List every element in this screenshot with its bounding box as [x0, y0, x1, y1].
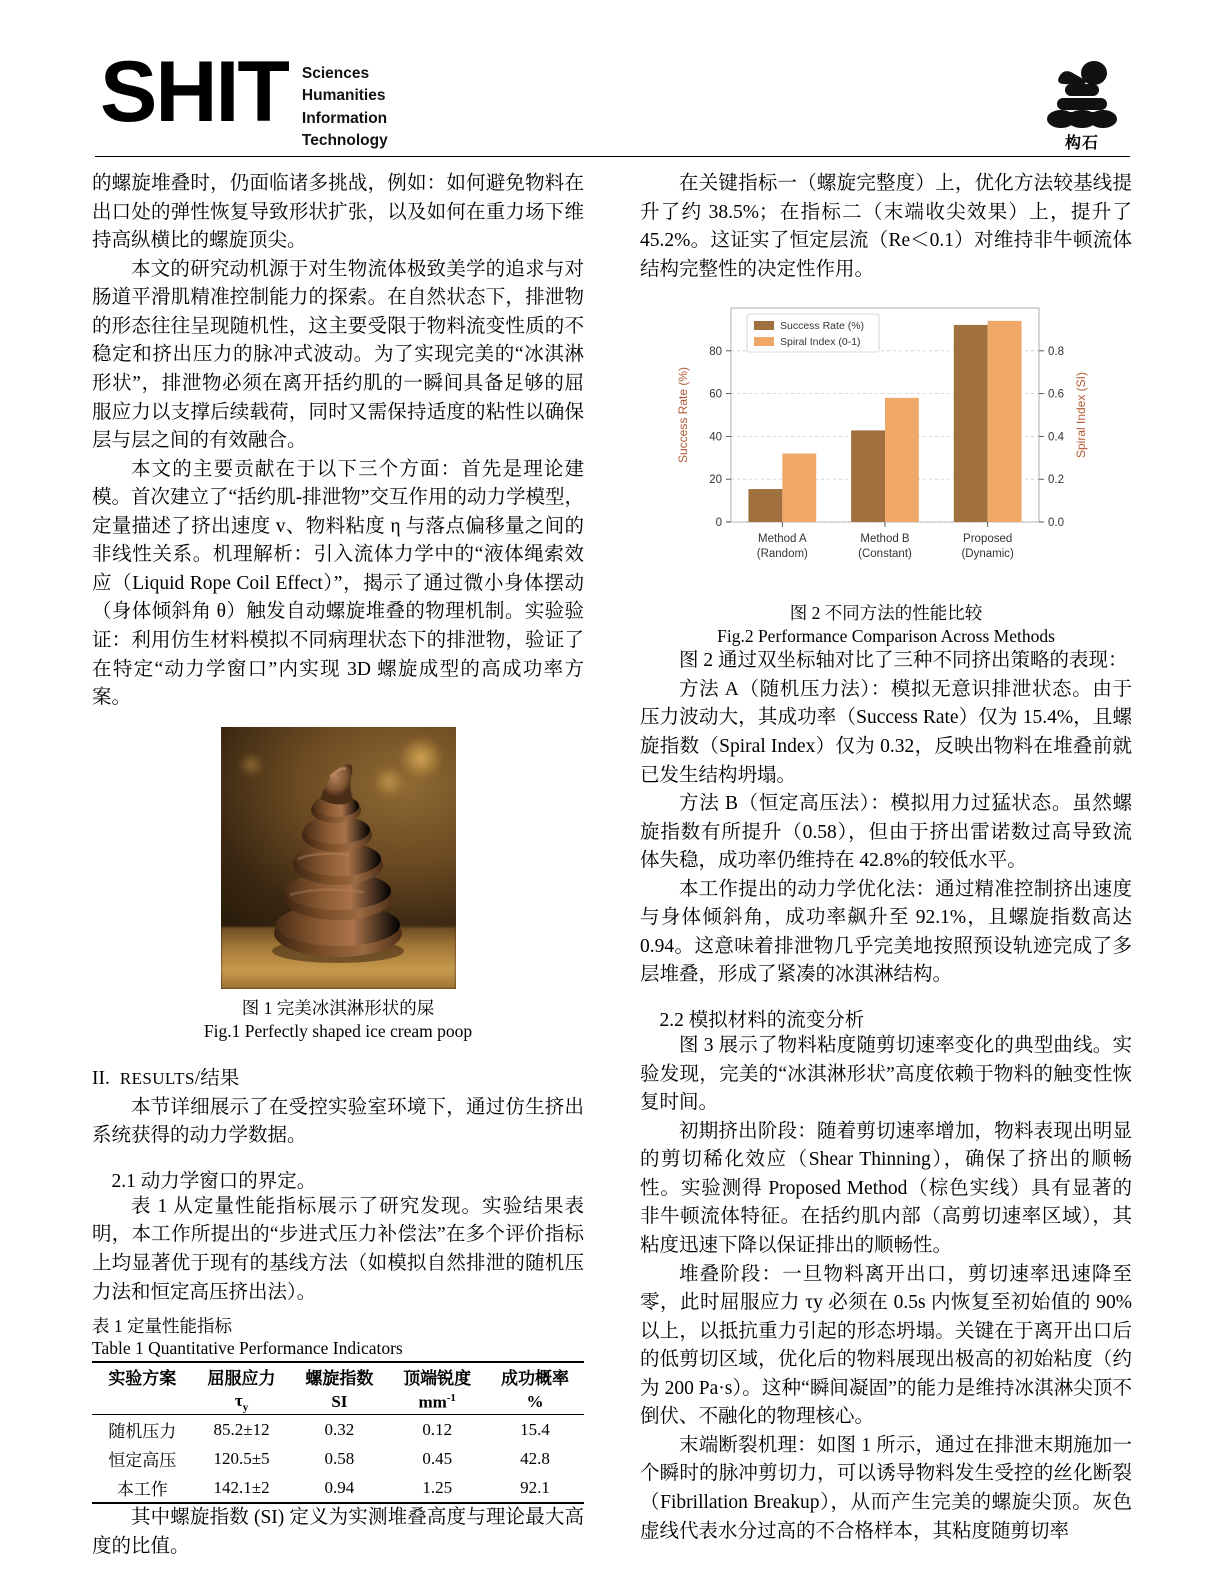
logo-word-technology: Technology	[301, 131, 388, 149]
cell-tip-sharpness: 1.25	[422, 1477, 453, 1497]
bar	[748, 489, 782, 522]
journal-logo	[100, 44, 388, 152]
figure-2-caption-en: Fig.2 Performance Comparison Across Methods	[717, 626, 1055, 647]
figure-1-image	[221, 727, 456, 989]
bar	[954, 325, 988, 522]
subsection-heading-2-1: 2.1 动力学窗口的界定。	[111, 1170, 317, 1192]
figure-1-caption-en: Fig.1 Perfectly shaped ice cream poop	[203, 1020, 473, 1041]
svg-text:Proposed: Proposed	[963, 533, 1013, 546]
col-subheader-blank	[92, 1390, 193, 1415]
svg-text:0.4: 0.4	[1048, 431, 1064, 444]
svg-text:0.6: 0.6	[1048, 388, 1064, 401]
table-header-row	[92, 1363, 584, 1390]
logo-word-information: Information	[301, 109, 388, 127]
paragraph: 表 1 从定量性能指标展示了研究发现。实验结果表明，本工作所提出的“步进式压力补偿法”在多个评价指标上均显著优于现有的基线方法（如模拟自然排泄的随机压力法和恒定高压挤出法）。	[92, 1195, 584, 1303]
left-column	[92, 170, 584, 1562]
col-subheader-si: SI	[331, 1392, 348, 1412]
svg-text:60: 60	[709, 388, 722, 401]
svg-text:Success Rate (%): Success Rate (%)	[780, 320, 865, 333]
svg-text:Method A: Method A	[758, 533, 807, 546]
figure-1-caption-cn: 图 1 完美冰淇淋形状的屎	[241, 997, 435, 1018]
paragraph: 方法 B（恒定高压法）：模拟用力过猛状态。虽然螺旋指数有所提升（0.58），但由于挤出雷诺数过高导致流体失稳，成功率仍维持在 42.8%的较低水平。	[640, 793, 1132, 872]
col-header-success-rate: 成功概率	[501, 1369, 570, 1389]
svg-text:Success Rate (%): Success Rate (%)	[676, 367, 690, 464]
section-title-cn: 结果	[200, 1067, 240, 1089]
cell-yield-stress: 142.1±2	[213, 1477, 270, 1497]
col-header-yield-stress: 屈服应力	[207, 1369, 276, 1389]
paragraph: 的螺旋堆叠时，仍面临诸多挑战，例如：如何避免物料在出口处的弹性恢复导致形状扩张，以及如何在重力场下维持高纵横比的螺旋顶尖。	[92, 173, 584, 252]
svg-text:40: 40	[709, 431, 722, 444]
subsection-heading-2-2: 2.2 模拟材料的流变分析	[659, 1010, 865, 1031]
logo-word-sciences: Sciences	[301, 65, 370, 82]
cell-success-rate: 42.8	[520, 1448, 550, 1468]
cell-spiral-index: 0.32	[324, 1419, 355, 1439]
section-heading-results	[92, 1062, 584, 1090]
paragraph: 末端断裂机理：如图 1 所示，通过在排泄末期施加一个瞬时的脉冲剪切力，可以诱导物料发生受控的丝化断裂（Fibrillation Breakup），从而产生完美的螺旋尖顶。灰色虚线代表水分过高的不合格样本，其粘度随剪切率	[640, 1434, 1132, 1542]
paragraph: 在关键指标一（螺旋完整度）上，优化方法较基线提升了约 38.5%；在指标二（末端收尖效果）上，提升了 45.2%。这证实了恒定层流（Re＜0.1）对维持非牛顿流体结构完整性的决定性作用。	[640, 173, 1132, 280]
cell-scheme: 恒定高压	[108, 1451, 177, 1471]
svg-text:0.2: 0.2	[1048, 474, 1064, 487]
col-header-scheme: 实验方案	[108, 1369, 177, 1389]
bar	[851, 431, 885, 523]
cell-yield-stress: 120.5±5	[213, 1448, 270, 1468]
page-header	[95, 44, 1130, 157]
svg-text:20: 20	[709, 474, 722, 487]
svg-text:Method B: Method B	[860, 533, 910, 546]
figure-2-chart	[661, 294, 1111, 594]
table-1-caption-cn: 表 1 定量性能指标	[92, 1316, 232, 1337]
paragraph: 图 2 通过双坐标轴对比了三种不同挤出策略的表现：	[679, 650, 1128, 672]
table-row	[92, 1415, 584, 1444]
table-subheader-row	[92, 1390, 584, 1415]
bar	[782, 454, 816, 522]
paragraph: 方法 A（随机压力法）：模拟无意识排泄状态。由于压力波动大，其成功率（Success Rate）仅为 15.4%，且螺旋指数（Spiral Index）仅为 0.32，反映出物料在堆叠前就已发生结构坍塌。	[640, 678, 1132, 786]
right-column	[640, 170, 1132, 1546]
paragraph: 本文的研究动机源于对生物流体极致美学的追求与对肠道平滑肌精准控制能力的探索。在自然状态下，排泄物的形态往往呈现随机性，这主要受限于物料流变性质的不稳定和挤出压力的脉冲式波动。为了实现完美的“冰淇淋形状”，排泄物必须在离开括约肌的一瞬间具备足够的屈服应力以支撑后续载荷，同时又需保持适度的粘性以确保层与层之间的有效融合。	[92, 258, 584, 452]
cell-success-rate: 92.1	[520, 1477, 550, 1497]
paragraph: 其中螺旋指数 (SI) 定义为实测堆叠高度与理论最大高度的比值。	[92, 1507, 584, 1558]
stacked-rocks-icon	[1034, 60, 1130, 128]
bar	[885, 398, 919, 522]
svg-text:(Random): (Random)	[756, 548, 808, 561]
svg-text:0: 0	[715, 517, 722, 530]
header-divider	[95, 156, 1130, 157]
table-row	[92, 1444, 584, 1473]
cell-spiral-index: 0.58	[324, 1448, 355, 1468]
paragraph: 本文的主要贡献在于以下三个方面：首先是理论建模。首次建立了“括约肌-排泄物”交互作用的动力学模型，定量描述了挤出速度 v、物料粘度 η 与落点偏移量之间的非线性关系。机理解析：引入流体力学中的“液体绳索效应（Liquid Rope Coil Effect）”，揭示了通过微小身体摆动（身体倾斜角 θ）触发自动螺旋堆叠的物理机制。实验验证：利用仿生材料模拟不同病理状态下的排泄物，验证了在特定“动力学窗口”内实现 3D 螺旋成型的高成功率方案。	[92, 458, 584, 709]
journal-logo-words	[302, 63, 388, 152]
col-header-spiral-index: 螺旋指数	[305, 1369, 374, 1389]
bar	[988, 321, 1022, 522]
publisher-logo	[1034, 60, 1130, 153]
svg-text:Spiral Index (SI): Spiral Index (SI)	[1074, 372, 1088, 459]
section-number: II.	[92, 1067, 110, 1089]
table-1-caption-en: Table 1 Quantitative Performance Indicators	[92, 1338, 403, 1359]
paragraph: 本工作提出的动力学优化法：通过精准控制挤出速度与身体倾斜角，成功率飙升至 92.1%，且螺旋指数高达 0.94。这意味着排泄物几乎完美地按照预设轨迹完成了多层堆叠，形成了紧凑的冰淇淋结构。	[640, 878, 1132, 986]
publisher-label: 构石	[1064, 135, 1099, 152]
cell-yield-stress: 85.2±12	[213, 1419, 270, 1439]
cell-spiral-index: 0.94	[324, 1477, 355, 1497]
table-row	[92, 1473, 584, 1503]
col-header-tip-sharpness: 顶端锐度	[403, 1369, 472, 1389]
cell-scheme: 随机压力	[108, 1422, 177, 1442]
journal-logo-mark: SHIT	[100, 44, 288, 140]
svg-text:(Dynamic): (Dynamic)	[961, 548, 1014, 561]
col-subheader-percent: %	[526, 1392, 544, 1412]
svg-text:0.8: 0.8	[1048, 346, 1064, 359]
paragraph: 堆叠阶段：一旦物料离开出口，剪切速率迅速降至零，此时屈服应力 τy 必须在 0.5s 内恢复至初始值的 90%以上，以抵抗重力引起的形态坍塌。关键在于离开出口后的低剪切区域，优化后的物料展现出极高的初始粘度（约为 200 Pa·s）。这种“瞬间凝固”的能力是维持冰淇淋尖顶不倒伏、不融化的物理核心。	[640, 1263, 1132, 1428]
svg-text:0.0: 0.0	[1048, 517, 1064, 530]
table-1	[92, 1361, 584, 1504]
svg-text:80: 80	[709, 346, 722, 359]
section-title-en: RESULTS	[119, 1068, 195, 1088]
paragraph: 本节详细展示了在受控实验室环境下，通过仿生挤出系统获得的动力学数据。	[92, 1096, 584, 1147]
cell-tip-sharpness: 0.45	[422, 1448, 453, 1468]
col-subheader-mm: $mm^{-1}$	[418, 1391, 456, 1412]
section-title-separator: /	[194, 1067, 201, 1089]
figure-2	[640, 294, 1132, 647]
figure-1	[92, 727, 584, 1042]
cell-success-rate: 15.4	[520, 1419, 550, 1439]
figure-2-caption-cn: 图 2 不同方法的性能比较	[789, 603, 983, 624]
paragraph: 图 3 展示了物料粘度随剪切速率变化的典型曲线。实验发现，完美的“冰淇淋形状”高度依赖于物料的触变性恢复时间。	[640, 1035, 1132, 1114]
cell-scheme: 本工作	[116, 1480, 168, 1500]
svg-text:Spiral Index (0-1): Spiral Index (0-1)	[780, 336, 861, 349]
logo-word-humanities: Humanities	[301, 87, 386, 105]
cell-tip-sharpness: 0.12	[422, 1419, 453, 1439]
svg-text:(Constant): (Constant)	[858, 548, 912, 561]
col-subheader-tau-y: $\tau_y$	[234, 1391, 249, 1414]
paragraph: 初期挤出阶段：随着剪切速率增加，物料表现出明显的剪切稀化效应（Shear Thinning），确保了挤出的顺畅性。实验测得 Proposed Method（棕色实线）具有显著的非牛顿流体特征。在括约肌内部（高剪切速率区域），其粘度迅速下降以保证排出的顺畅性。	[640, 1120, 1132, 1256]
